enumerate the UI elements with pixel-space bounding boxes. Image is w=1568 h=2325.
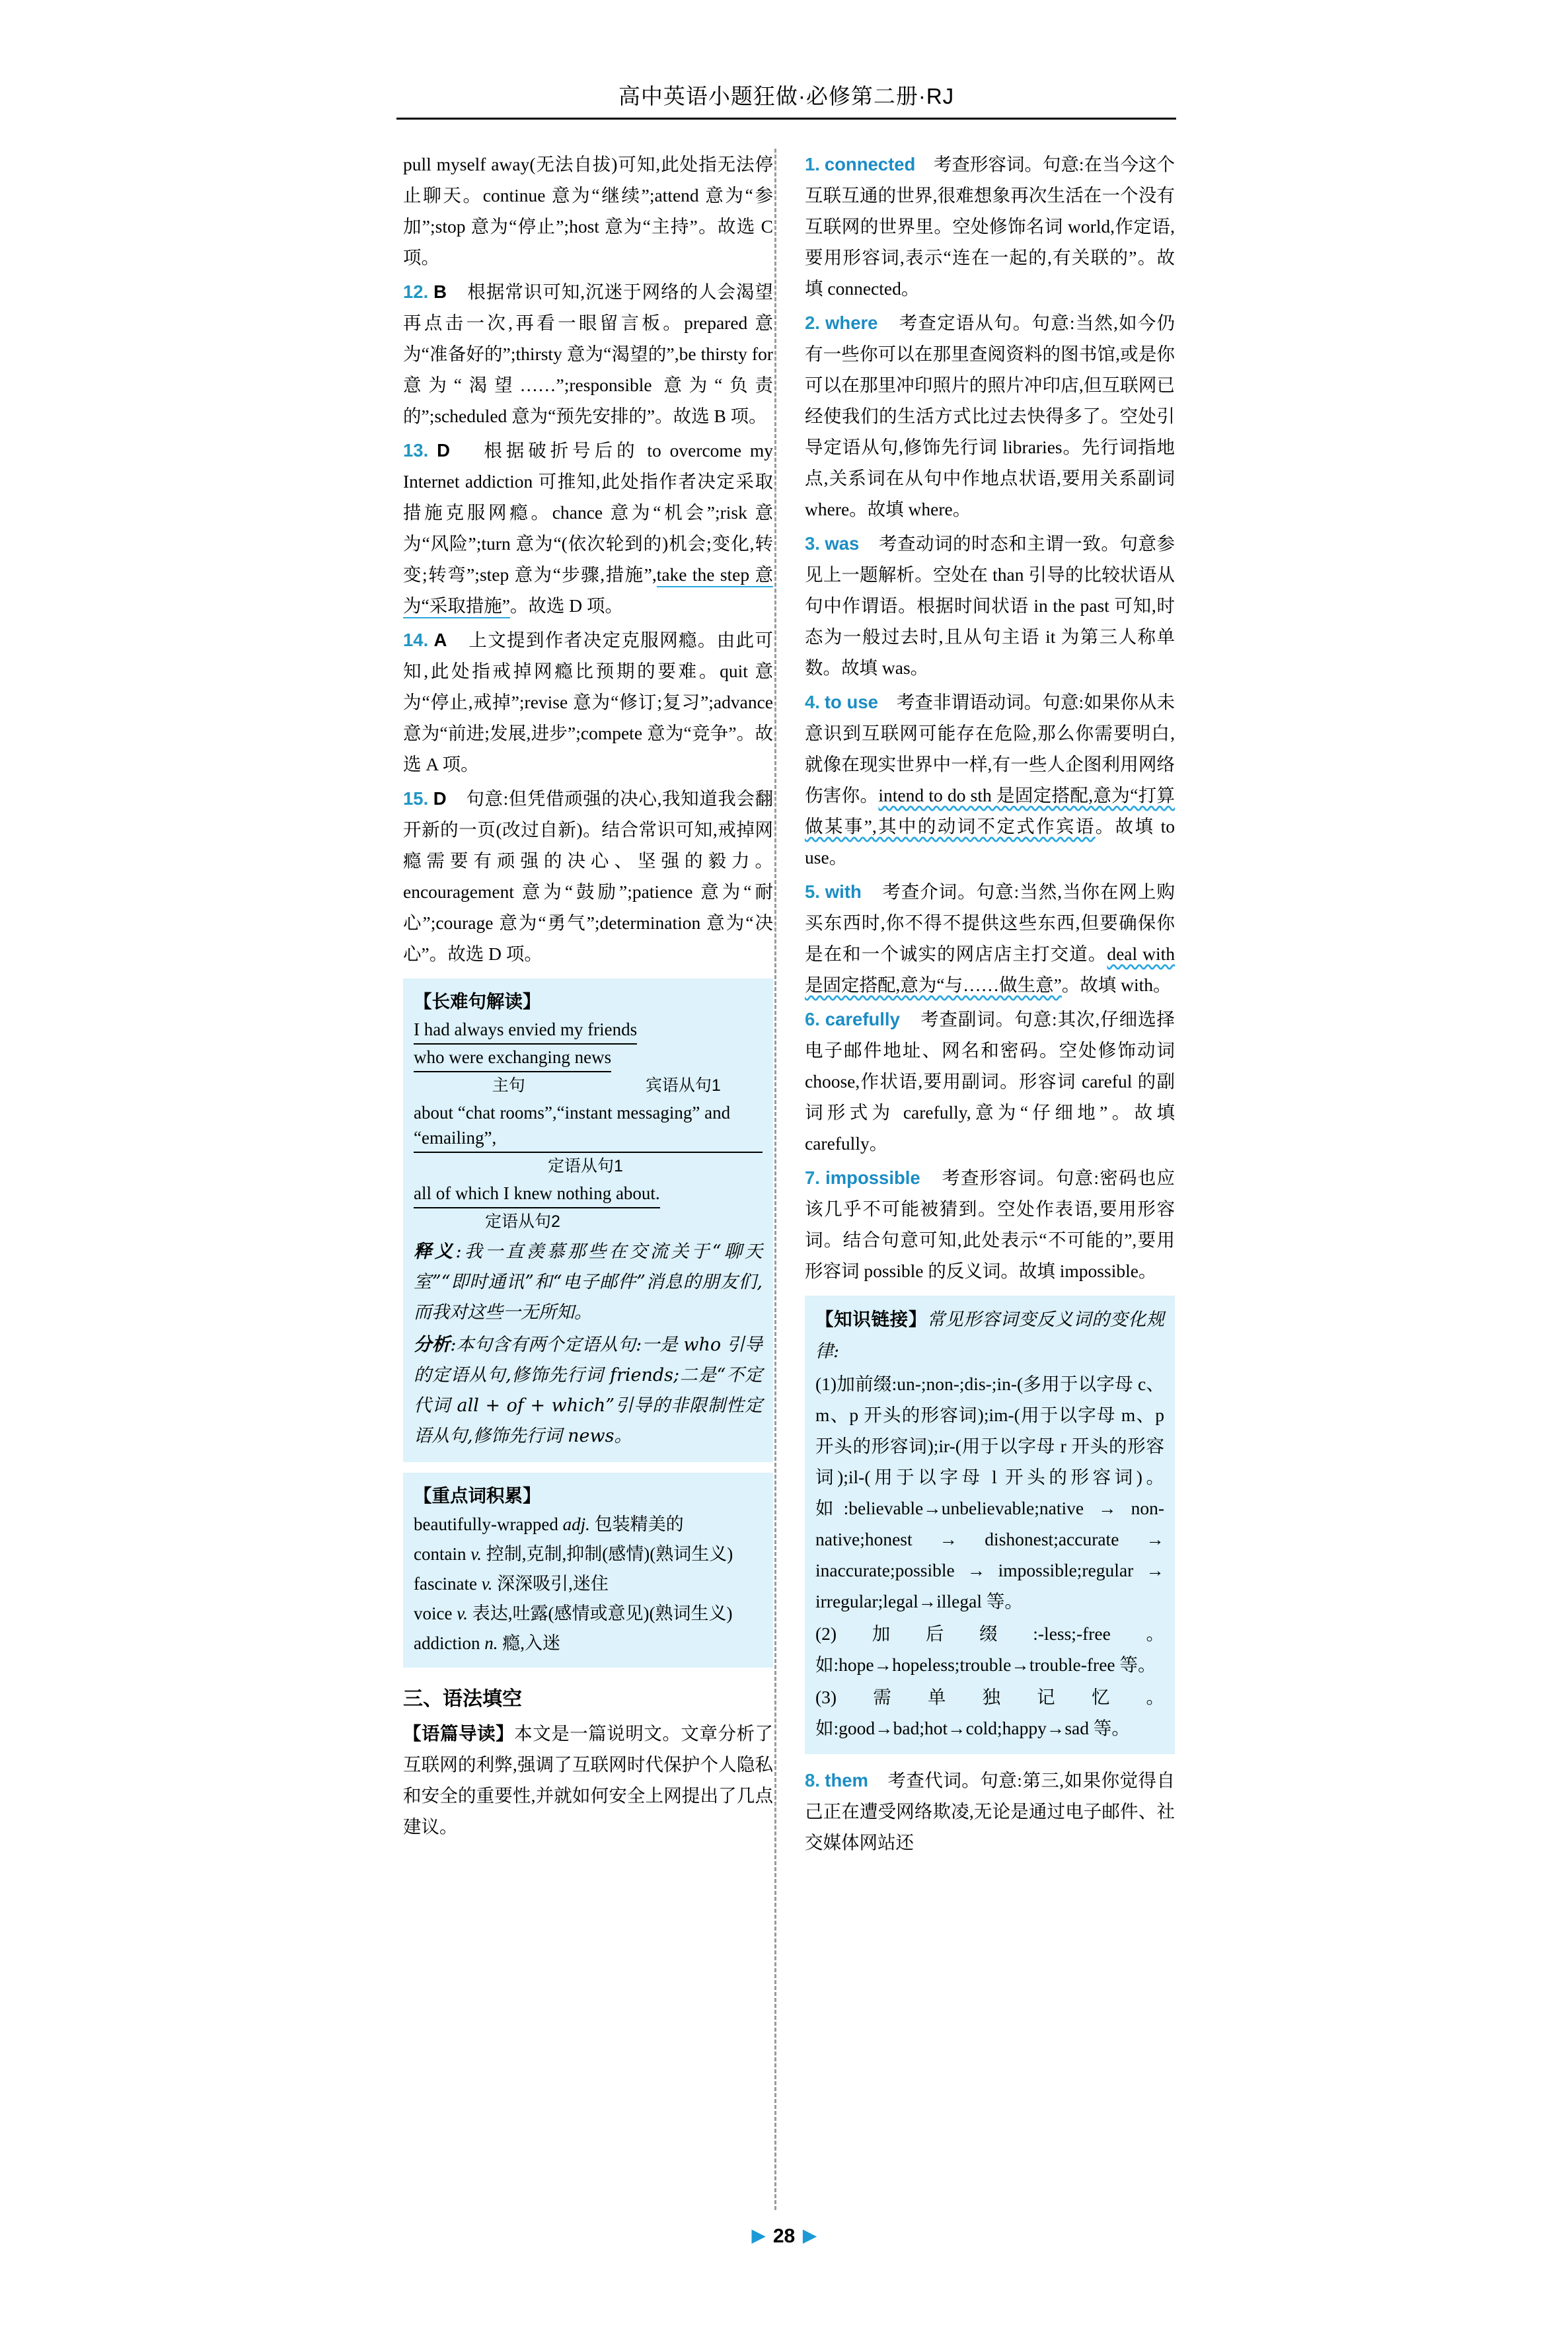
- word-term: beautifully-wrapped: [414, 1514, 558, 1534]
- word-term: addiction: [414, 1633, 480, 1653]
- word-meaning: 表达,吐露(感情或意见)(熟词生义): [472, 1604, 733, 1623]
- long-sentence-meaning: [414, 1236, 763, 1328]
- item-number: 4.: [805, 692, 820, 712]
- item-number: 14.: [403, 630, 429, 650]
- item-answer: impossible: [825, 1167, 920, 1188]
- knowledge-link-box: [805, 1296, 1175, 1754]
- item-explanation: 考查定语从句。句意:当然,如今仍有一些你可以在那里查阅资料的图书馆,或是你可以在那里冲印照片的照片冲印店,但互联网已经使我们的生活方式比过去快得多了。空处引导定语从句,修饰先行词 libraries。先行词指地点,关系词在从句中作地点状语,要用关系副词 where。故填 where。: [805, 313, 1176, 519]
- item-explanation: 根据常识可知,沉迷于网络的人会渴望再点击一次,再看一眼留言板。prepared 意为“准备好的”;thirsty 意为“渴望的”,be thirsty for 意为“渴望……”;responsible 意为“负责的”;scheduled 意为“预先安排的”。故选 B 项。: [403, 281, 774, 426]
- page-footer: [0, 2225, 1568, 2248]
- page-header: 高中英语小题狂做·必修第二册·RJ: [618, 84, 955, 108]
- item-number: 2.: [805, 313, 820, 333]
- item-answer: carefully: [825, 1009, 900, 1029]
- word-entry: [414, 1629, 763, 1658]
- long-sentence-labels-1: [414, 1072, 763, 1096]
- item-explanation: 考查形容词。句意:在当今这个互联互通的世界,很难想象再次生活在一个没有互联网的世界里。空处修饰名词 world,作定语,要用形容词,表示“连在一起的,有关联的”。故填 connected。: [805, 154, 1176, 299]
- page-number: 28: [772, 2225, 796, 2247]
- item-number: 8.: [805, 1770, 820, 1790]
- object-clause-segment: who were exchanging news: [414, 1045, 611, 1072]
- column-divider: [774, 149, 776, 2210]
- key-words-title: 【重点词积累】: [414, 1485, 541, 1506]
- item-explanation: 上文提到作者决定克服网瘾。由此可知,此处指戒掉网瘾比预期的要难。quit 意为“停止,戒掉”;revise 意为“修订;复习”;advance 意为“前进;发展,进步”;compete 意为“竞争”。故选 A 项。: [403, 630, 774, 774]
- word-meaning: 包装精美的: [594, 1514, 684, 1534]
- long-sentence-line-1: [414, 1017, 763, 1072]
- meaning-text: :我一直羡慕那些在交流关于“聊天室”“即时通讯”和“电子邮件”消息的朋友们,而我对这些一无所知。: [414, 1241, 763, 1323]
- item-13-key-phrase: take the step 意为“采取措施”: [403, 564, 773, 618]
- item-5-key-phrase: deal with 是固定搭配,意为“与……做生意”: [805, 943, 1175, 995]
- item-number: 1.: [805, 154, 820, 174]
- attributive-clause-2-segment: all of which I knew nothing about.: [414, 1181, 660, 1208]
- item-explanation: 考查非谓语动词。句意:如果你从未意识到互联网可能存在危险,那么你需要明白,就像在现实世界中一样,有一些人企图利用网络伤害你。: [805, 692, 1176, 805]
- long-sentence-labels-2: [414, 1153, 763, 1177]
- key-words-box: [403, 1473, 773, 1668]
- word-meaning: 瘾,入迷: [502, 1633, 560, 1653]
- analysis-text: :本句含有两个定语从句:一是 who 引导的定语从句,修饰先行词 friends;二是“不定代词 all + of + which”引导的非限制性定语从句,修饰先行词 news。: [414, 1335, 763, 1446]
- knowledge-rule-2: (2)加后缀:-less;-free。如:hope→hopeless;trouble→trouble-free 等。: [815, 1623, 1164, 1675]
- item-number: 12.: [403, 281, 429, 302]
- item-answer: to use: [824, 692, 878, 712]
- item-answer: D: [437, 440, 450, 461]
- word-meaning: 深深吸引,迷住: [497, 1574, 609, 1594]
- item-4-tail: 。故填 to use。: [805, 816, 1175, 867]
- item-answer: A: [433, 630, 447, 650]
- long-sentence-box: [403, 978, 773, 1462]
- item-explanation: 考查副词。句意:其次,仔细选择电子邮件地址、网名和密码。空处修饰动词 choose,作状语,要用副词。形容词 careful 的副词形式为 carefully,意为“仔细地”。故填 carefully。: [805, 1009, 1176, 1154]
- item-number: 15.: [403, 788, 429, 809]
- item-explanation: 考查动词的时态和主谓一致。句意参见上一题解析。空处在 than 引导的比较状语从句中作谓语。根据时间状语 in the past 可知,时态为一般过去时,且从句主语 it 为第三人称单数。故填 was。: [805, 533, 1176, 678]
- meaning-label: 释义: [414, 1241, 456, 1261]
- answer-item-15: [403, 783, 773, 969]
- word-entry: [414, 1539, 763, 1569]
- passage-lead-in: [403, 1718, 773, 1842]
- analysis-label: 分析: [414, 1334, 451, 1354]
- word-meaning: 控制,克制,抑制(感情)(熟词生义): [486, 1544, 733, 1564]
- item-explanation: 根据破折号后的 to overcome my Internet addiction 可推知,此处指作者决定采取措施克服网瘾。chance 意为“机会”;risk 意为“风险”;turn 意为“(依次轮到的)机会;变化,转变;转弯”;step 意为“步骤,措施”,: [403, 440, 774, 585]
- knowledge-link-subtitle: 常见形容词变反义词的变化规律:: [815, 1310, 1164, 1362]
- long-sentence-title: 【长难句解读】: [414, 991, 541, 1012]
- item-number: 5.: [805, 881, 820, 902]
- item-answer: connected: [824, 154, 916, 174]
- grammar-item-5: [805, 876, 1175, 1000]
- lead-in-text: 本文是一篇说明文。文章分析了互联网的利弊,强调了互联网时代保护个人隐私和安全的重要性,并就如何安全上网提出了几点建议。: [403, 1723, 774, 1837]
- grammar-item-3: [805, 528, 1175, 683]
- footer-right-marker-icon: ▶: [803, 2225, 817, 2245]
- label-object-clause: 宾语从句1: [645, 1076, 721, 1095]
- knowledge-link-title: 【知识链接】: [815, 1309, 927, 1329]
- item-answer: with: [825, 881, 862, 902]
- left-column: [403, 149, 773, 1845]
- item-number: 3.: [805, 533, 820, 554]
- grammar-item-2: [805, 307, 1175, 525]
- item-explanation: 考查形容词。句意:密码也应该几乎不可能被猜到。空处作表语,要用形容词。结合句意可知,此处表示“不可能的”,要用形容词 possible 的反义词。故填 impossible。: [805, 1167, 1176, 1281]
- long-sentence-line-2: [414, 1100, 763, 1153]
- footer-left-marker-icon: ▶: [751, 2225, 765, 2245]
- grammar-item-4: [805, 686, 1175, 873]
- long-sentence-analysis: [414, 1329, 763, 1452]
- long-sentence-labels-3: [414, 1208, 763, 1232]
- word-pos: v.: [457, 1604, 468, 1623]
- word-entry: [414, 1599, 763, 1629]
- item-explanation: 考查介词。句意:当然,当你在网上购买东西时,你不得不提供这些东西,但要确保你是在和一个诚实的网店店主打交道。: [805, 881, 1175, 964]
- right-column: [805, 149, 1175, 1861]
- word-term: fascinate: [414, 1574, 477, 1594]
- word-term: voice: [414, 1604, 453, 1623]
- grammar-item-1: [805, 149, 1175, 304]
- lead-in-tag: 【语篇导读】: [403, 1723, 515, 1744]
- paragraph-continuation: pull myself away(无法自拔)可知,此处指无法停止聊天。continue 意为“继续”;attend 意为“参加”;stop 意为“停止”;host 意为“主持”。故选 C 项。: [403, 154, 773, 268]
- word-pos: adj.: [562, 1514, 590, 1534]
- grammar-item-6: [805, 1004, 1175, 1159]
- item-answer: B: [433, 281, 447, 302]
- item-13-tail: 。故选 D 项。: [509, 595, 624, 616]
- word-entry: [414, 1510, 763, 1539]
- item-answer: where: [825, 313, 878, 333]
- item-explanation: 句意:但凭借顽强的决心,我知道我会翻开新的一页(改过自新)。结合常识可知,戒掉网瘾需要有顽强的决心、坚强的毅力。encouragement 意为“鼓励”;patience 意为“耐心”;courage 意为“勇气”;determination 意为“决心”。故选 D 项。: [403, 788, 774, 964]
- word-entry: [414, 1569, 763, 1599]
- item-number: 6.: [805, 1009, 820, 1029]
- attributive-clause-1-segment: about “chat rooms”,“instant messaging” and “emailing”,: [414, 1100, 763, 1153]
- word-pos: n.: [484, 1633, 498, 1653]
- label-attributive-clause-2: 定语从句2: [485, 1212, 560, 1231]
- item-4-key-phrase: intend to do sth 是固定搭配,意为“打算做某事”,其中的动词不定式作宾语: [805, 785, 1175, 836]
- long-sentence-line-3: [414, 1181, 763, 1208]
- label-attributive-clause-1: 定语从句1: [548, 1157, 623, 1175]
- section-heading-grammar-filling: 三、语法填空: [403, 1688, 522, 1710]
- item-answer: them: [825, 1770, 868, 1790]
- knowledge-rule-1: (1)加前缀:un-;non-;dis-;in-(多用于以字母 c、m、p 开头的形容词);im-(用于以字母 m、p 开头的形容词);ir-(用于以字母 r 开头的形容词);il-(用于以字母 l 开头的形容词)。如:believable→unbelievable;native → non-native;honest → dishonest;accurate → inaccurate;possible → impossible;regular → irregular;legal→illegal 等。: [815, 1374, 1164, 1611]
- main-clause-segment: I had always envied my friends: [414, 1017, 637, 1045]
- knowledge-heading: [815, 1304, 1164, 1367]
- word-term: contain: [414, 1544, 467, 1564]
- grammar-item-7: [805, 1162, 1175, 1286]
- answer-item-12: [403, 276, 773, 431]
- word-pos: v.: [470, 1544, 482, 1564]
- item-number: 13.: [403, 440, 429, 461]
- answer-item-13: [403, 435, 773, 621]
- word-pos: v.: [481, 1574, 493, 1594]
- grammar-item-8: [805, 1765, 1175, 1858]
- item-number: 7.: [805, 1167, 820, 1188]
- answer-item-14: [403, 624, 773, 780]
- label-main-clause: 主句: [492, 1076, 525, 1095]
- item-answer: D: [433, 788, 447, 809]
- item-5-tail: 。故填 with。: [1061, 975, 1172, 995]
- knowledge-rule-3: (3)需单独记忆。如:good→bad;hot→cold;happy→sad 等。: [815, 1687, 1164, 1738]
- item-answer: was: [825, 533, 860, 554]
- item-explanation: 考查代词。句意:第三,如果你觉得自己正在遭受网络欺凌,无论是通过电子邮件、社交媒体网站还: [805, 1770, 1176, 1853]
- header-divider: [396, 118, 1176, 120]
